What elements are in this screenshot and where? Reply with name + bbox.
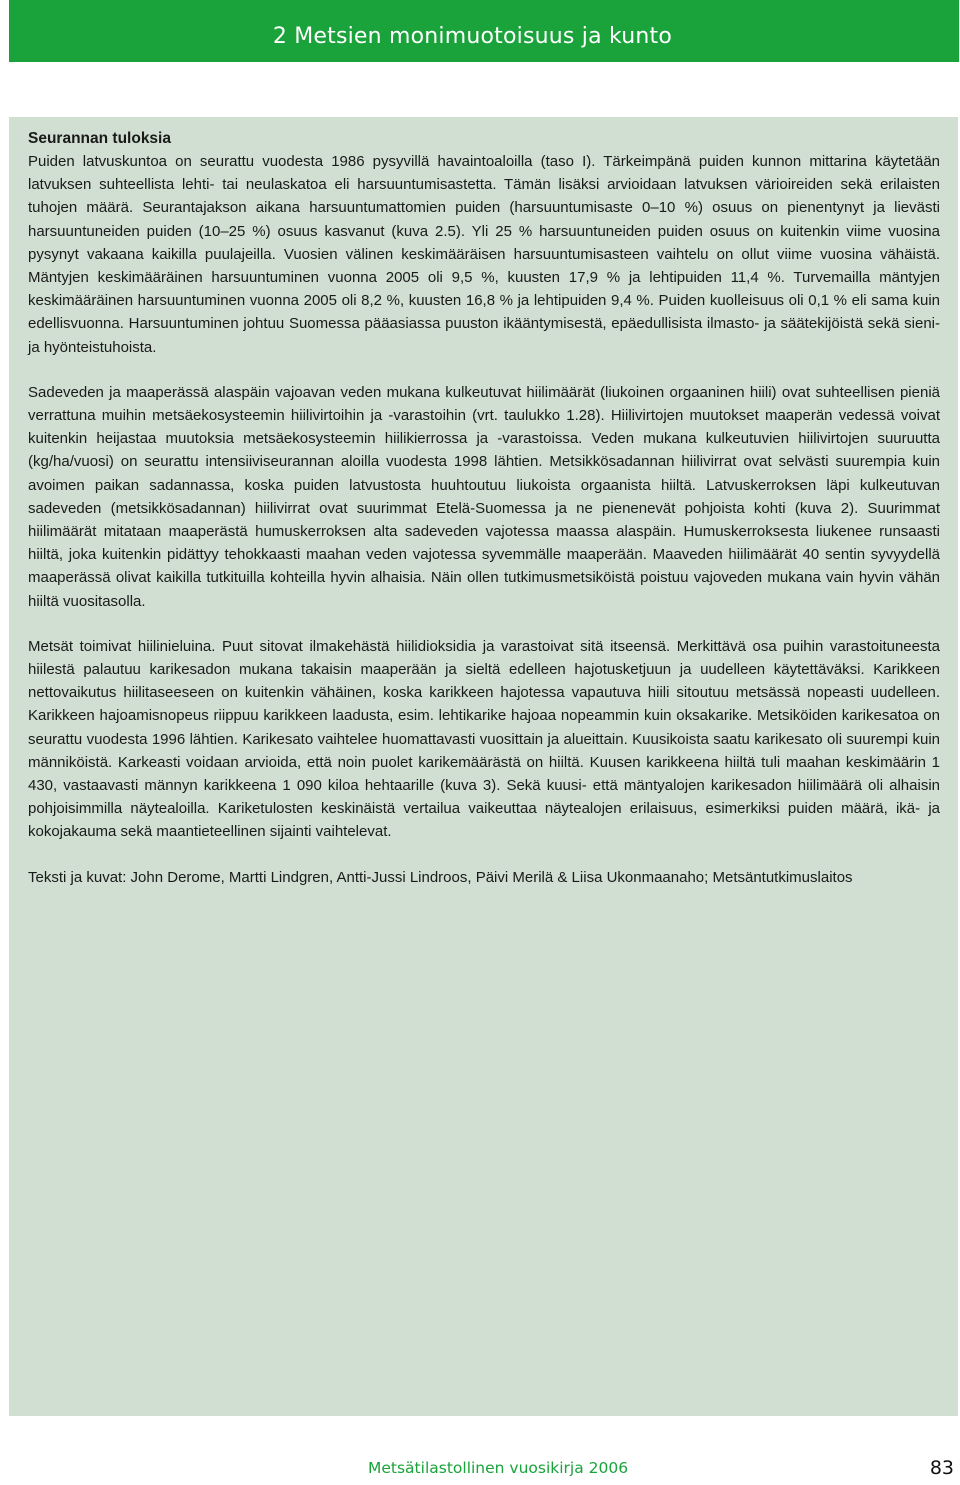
paragraph-crown-condition: Puiden latvuskuntoa on seurattu vuodesta 1986 pysyvillä havaintoaloilla (taso I). Tärkeimpänä puiden kunnon mittarina käytetään latvuksen suhteellista lehti- tai neulaskatoa eli harsuuntumisastetta. Tämän lisäksi arvioidaan latvuksen värioireiden sekä erilaisten tuhojen määrä. Seurantajakson aikana harsuuntumattomien puiden (harsuuntumisaste 0–10 %) osuus on pienentynyt ja lievästi harsuuntuneiden puiden (10–25 %) osuus kasvanut (kuva 2.5). Yli 25 % harsuuntuneiden puiden osuus on kuitenkin viime vuosina pysynyt vakaana kaikilla puulajeilla. Vuosien välinen keskimääräisen harsuuntumisasteen vaihtelu on ollut viime vuosina vähäistä. Mäntyjen keskimääräinen harsuuntuminen vuonna 2005 oli 9,5 %, kuusten 17,9 % ja lehtipuiden 11,4 %. Turvemailla mäntyjen keskimääräinen harsuuntuminen vuonna 2005 oli 8,2 %, kuusten 16,8 % ja lehtipuiden 9,4 %. Puiden kuolleisuus oli 0,1 % eli sama kuin edellisvuonna. Harsuuntuminen johtuu Suomessa pääasiassa puuston ikääntymisestä, epäedullisista ilmasto- ja säätekijöistä sekä sieni- ja hyönteistuhoista. <box>28 153 940 356</box>
paragraph-litterfall: Metsät toimivat hiilinieluina. Puut sitovat ilmakehästä hiilidioksidia ja varastoivat sitä itseensä. Merkittävä osa puihin varastoituneesta hiilestä palautuu karikesadon mukana takaisin maaperään ja sieltä edelleen hajotusketjuun ja uudelleen käytettäväksi. Karikkeen nettovaikutus hiilitaseeseen on kuitenkin vähäinen, koska karikkeen hajotessa vapautuva hiili sitoutuu metsässä nopeasti uudelleen. Karikkeen hajoamisnopeus riippuu karikkeen laadusta, esim. lehtikarike hajoaa nopeammin kuin oksakarike. Metsiköiden karikesatoa on seurattu vuodesta 1996 lähtien. Karikesato vaihtelee huomattavasti vuosittain ja alueittain. Kuusikoista saatu karikesato oli suurempi kuin männiköistä. Karkeasti voidaan arvioida, että noin puolet karikemäärästä on hiiltä. Kuusen karikkeena hiiltä tuli maahan keskimäärin 1 430, vastaavasti männyn karikkeena 1 090 kiloa hehtaarille (kuva 3). Sekä kuusi- että mäntyalojen karikesadon hiilimäärä oli alhaisin pohjoisimmilla näytealoilla. Kariketulosten keskinäistä vertailua vaikeuttaa näytealojen erilaisuus, esimerkiksi puiden määrä, ikä- ja kokojakauma sekä maantieteellinen sijainti vaihtelevat. <box>28 637 940 841</box>
chapter-title: 2 Metsien monimuotoisuus ja kunto <box>272 24 672 49</box>
paragraph-carbon-flows: Sadeveden ja maaperässä alaspäin vajoavan veden mukana kulkeutuvat hiilimäärät (liukoinen orgaaninen hiili) ovat suhteellisen pieniä verrattuna muihin metsäekosysteemin hiilivirtoihin ja -varastoihin (vrt. taulukko 1.28). Hiilivirtojen muutokset maaperän vedessä voivat kuitenkin heijastaa muutoksia metsäekosysteemin hiilikierrossa ja -varastoissa. Veden mukana kulkeutuvien hiilivirtojen suuruutta (kg/ha/vuosi) on seurattu intensiiviseurannan aloilla vuodesta 1998 lähtien. Metsikkösadannan hiilivirrat ovat selvästi suurempia kuin avoimen paikan sadannassa, koska puiden latvustosta huuhtoutuu liukoista orgaanista hiiltä. Latvuskerroksen läpi kulkeutuvan sadeveden (metsikkösadannan) hiilivirrat ovat suurimmat Etelä-Suomessa ja ne pienenevät pohjoista kohti (kuva 2). Suurimmat hiilimäärät mitataan maaperästä humuskerroksen alta sadeveden vajotessa maassa alaspäin. Humuskerroksesta liukenee runsaasti hiiltä, joka kuitenkin pidättyy tehokkaasti maahan veden vajotessa syvemmälle maaperään. Maaveden hiilimäärät 40 sentin syvyydellä maaperässä olivat kaikilla tutkituilla kohteilla hyvin alhaisia. Näin ollen tutkimusmetsiköistä poistuu vajoveden mukana vain hyvin vähän hiiltä vuositasolla. <box>28 383 940 610</box>
header-band <box>9 0 959 62</box>
section-heading: Seurannan tuloksia <box>28 130 171 147</box>
credits-line: Teksti ja kuvat: John Derome, Martti Lindgren, Antti-Jussi Lindroos, Päivi Merilä & Liisa Ukonmaanaho; Metsäntutkimuslaitos <box>28 868 853 886</box>
panel-content <box>28 127 940 889</box>
results-panel <box>9 117 958 1416</box>
page-number: 83 <box>929 1457 954 1479</box>
publication-title: Metsätilastollinen vuosikirja 2006 <box>368 1459 629 1477</box>
